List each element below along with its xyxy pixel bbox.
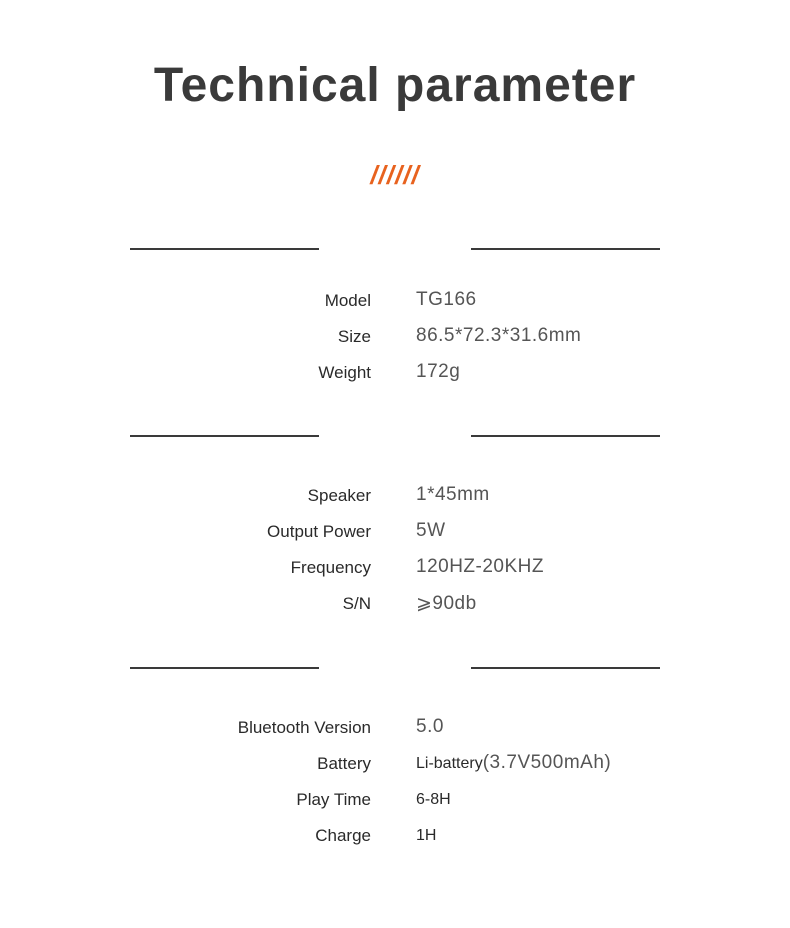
battery-capacity: (3.7V500mAh) xyxy=(482,752,612,773)
spec-value: ⩾90db xyxy=(416,593,477,614)
spec-row-play-time xyxy=(0,790,790,826)
spec-label: Frequency xyxy=(290,558,371,577)
battery-type: Li-battery xyxy=(416,755,483,772)
spec-row-signal-noise xyxy=(0,594,790,630)
spec-label: Size xyxy=(337,327,371,346)
spec-label: Battery xyxy=(317,754,371,773)
spec-label: Model xyxy=(324,291,371,310)
spec-value-battery xyxy=(416,752,611,774)
decorative-slashes: ////// xyxy=(370,160,420,190)
spec-row-output-power xyxy=(0,522,790,558)
spec-row-frequency xyxy=(0,558,790,594)
spec-value: 1H xyxy=(416,827,437,844)
page-title: Technical parameter xyxy=(153,59,637,112)
spec-value: 5.0 xyxy=(416,716,444,737)
divider-left xyxy=(130,435,319,437)
spec-value: 6-8H xyxy=(416,791,451,808)
divider-left xyxy=(130,248,319,250)
spec-label: S/N xyxy=(342,594,371,613)
spec-row-battery xyxy=(0,754,790,790)
spec-label: Play Time xyxy=(296,790,371,809)
spec-value: 172g xyxy=(416,361,461,382)
spec-row-size xyxy=(0,327,790,363)
spec-row-charge xyxy=(0,826,790,862)
spec-value: 5W xyxy=(416,520,446,541)
spec-label: Weight xyxy=(318,363,371,382)
divider-right xyxy=(471,248,660,250)
spec-label: Output Power xyxy=(267,522,371,541)
spec-row-speaker xyxy=(0,486,790,522)
spec-value: TG166 xyxy=(416,289,477,310)
spec-value: 1*45mm xyxy=(416,484,490,505)
spec-value: 86.5*72.3*31.6mm xyxy=(416,325,582,346)
divider-right xyxy=(471,667,660,669)
spec-value: 120HZ-20KHZ xyxy=(416,556,544,577)
divider-right xyxy=(471,435,660,437)
divider-left xyxy=(130,667,319,669)
spec-row-weight xyxy=(0,363,790,399)
spec-label: Speaker xyxy=(307,486,371,505)
spec-label: Bluetooth Version xyxy=(237,718,371,737)
spec-row-model xyxy=(0,291,790,327)
spec-label: Charge xyxy=(315,826,371,845)
spec-row-bluetooth xyxy=(0,718,790,754)
